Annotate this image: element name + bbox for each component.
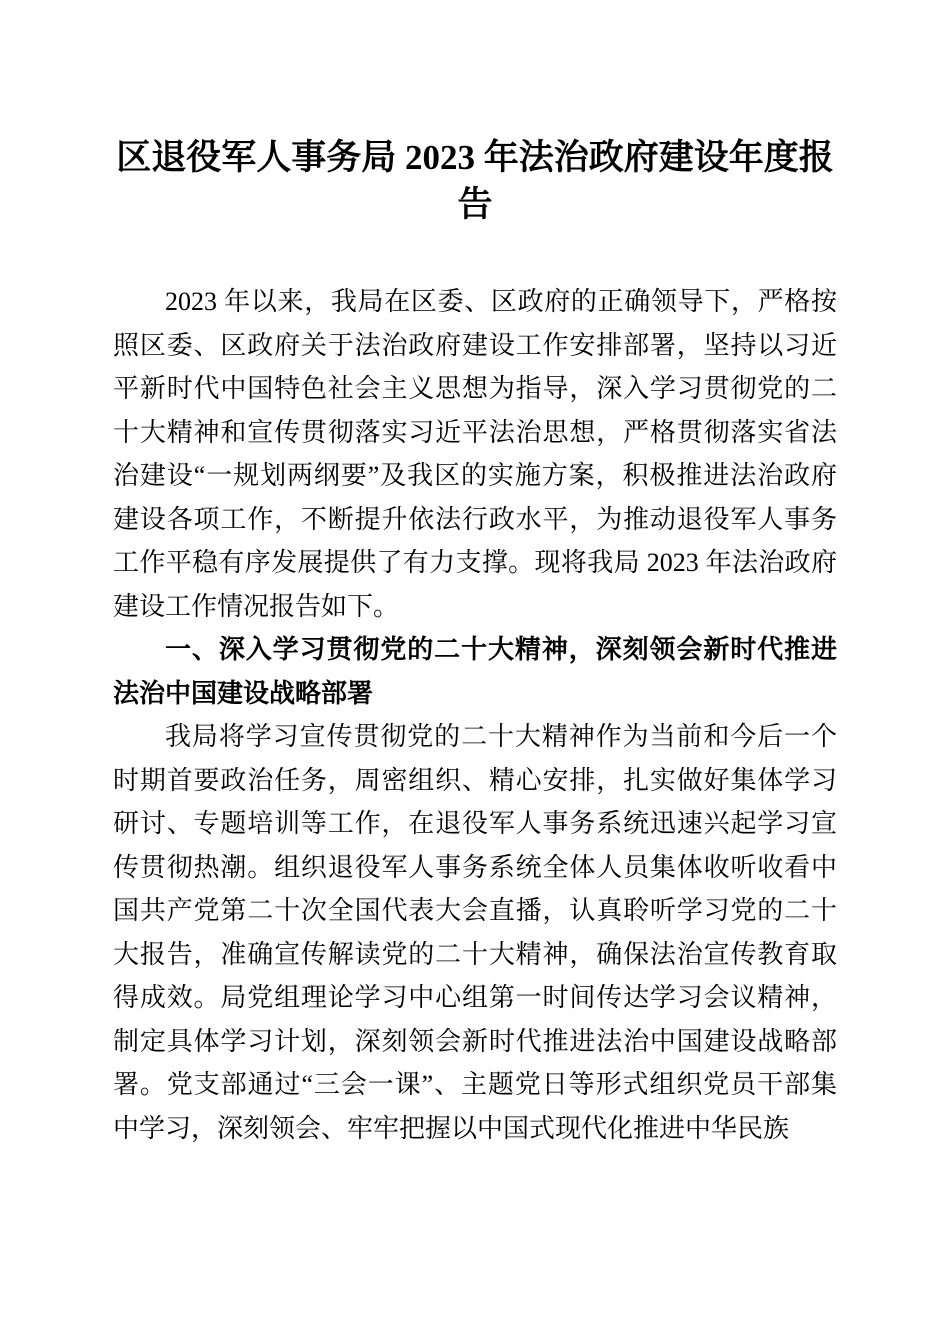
- section-heading: 一、深入学习贯彻党的二十大精神，深刻领会新时代推进法治中国建设战略部署: [113, 634, 837, 708]
- document-title: 区退役军人事务局 2023 年法治政府建设年度报告: [116, 138, 834, 224]
- paragraph: 2023 年以来，我局在区委、区政府的正确领导下，严格按照区委、区政府关于法治政府建设工作安排部署，坚持以习近平新时代中国特色社会主义思想为指导，深入学习贯彻党的二十大精神和宣传贯彻落实习近平法治思想，严格贯彻落实省法治建设“一规划两纲要”及我区的实施方案，积极推进法治政府建设各项工作，不断提升依法行政水平，为推动退役军人事务工作平稳有序发展提供了有力支撑。现将我局 2023 年法治政府建设工作情况报告如下。: [113, 287, 837, 621]
- document-body: [113, 280, 837, 1150]
- paragraph: 我局将学习宣传贯彻党的二十大精神作为当前和今后一个时期首要政治任务，周密组织、精心安排，扎实做好集体学习研讨、专题培训等工作，在退役军人事务系统迅速兴起学习宣传贯彻热潮。组织退役军人事务系统全体人员集体收听收看中国共产党第二十次全国代表大会直播，认真聆听学习党的二十大报告，准确宣传解读党的二十大精神，确保法治宣传教育取得成效。局党组理论学习中心组第一时间传达学习会议精神，制定具体学习计划，深刻领会新时代推进法治中国建设战略部署。党支部通过“三会一课”、主题党日等形式组织党员干部集中学习，深刻领会、牢牢把握以中国式现代化推进中华民族: [113, 722, 837, 1143]
